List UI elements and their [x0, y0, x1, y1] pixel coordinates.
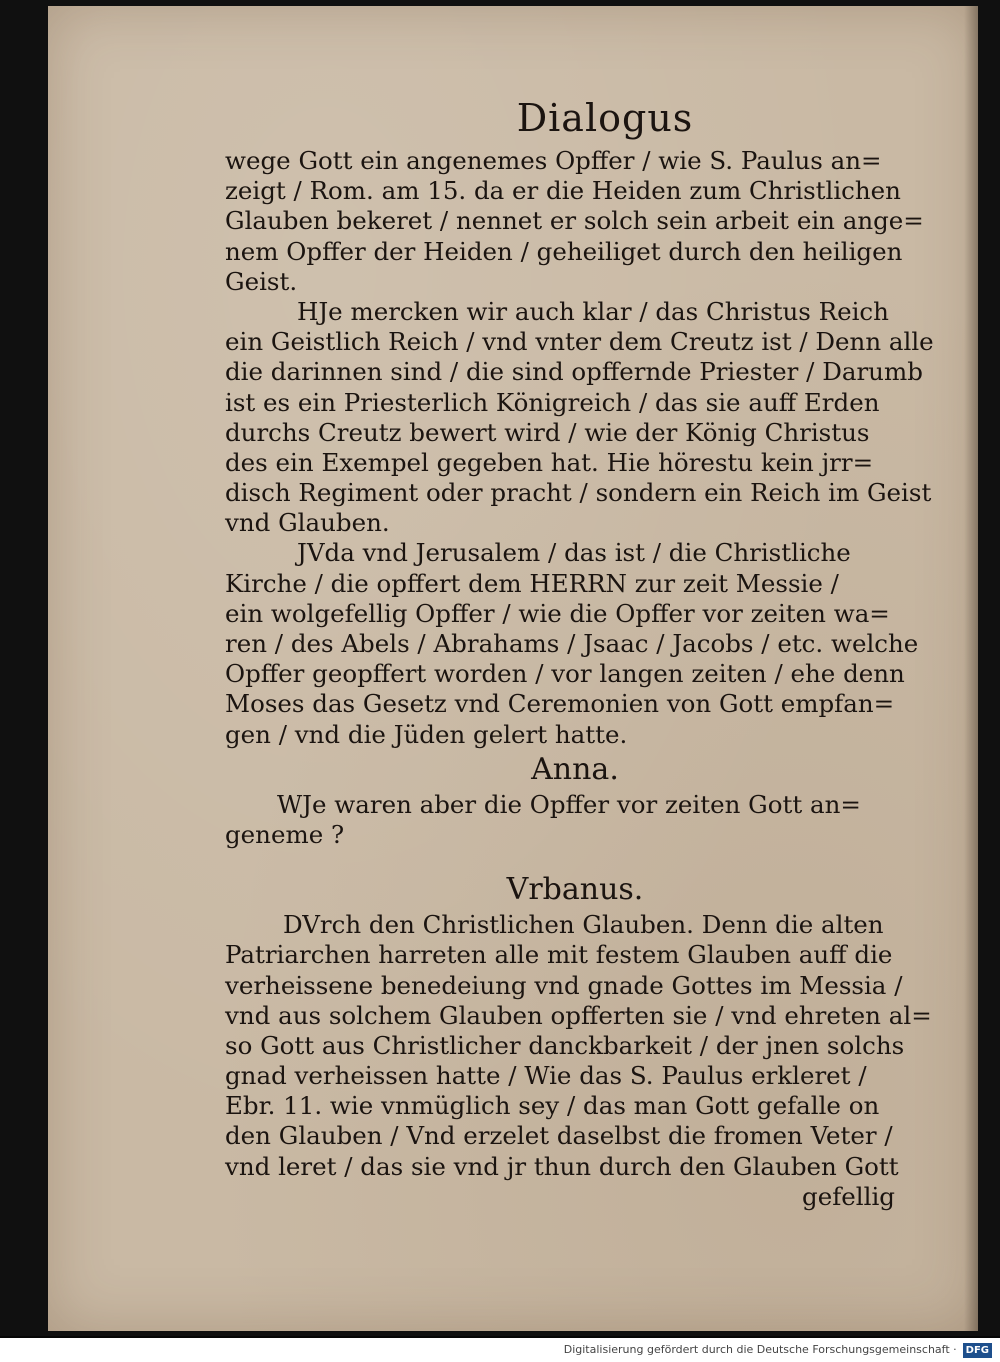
text-line: ein wolgefellig Opffer / wie die Opffer vor zeiten wa= [225, 598, 890, 628]
text-line: Patriarchen harreten alle mit festem Glauben auff die [225, 940, 893, 970]
paragraph-start-line: WJe waren aber die Opffer vor zeiten Gott an= [277, 789, 861, 819]
text-line: des ein Exempel gegeben hat. Hie hörestu kein jrr= [225, 447, 874, 477]
text-line: durchs Creutz bewert wird / wie der König Christus [225, 417, 870, 447]
text-line: ren / des Abels / Abrahams / Jsaac / Jacobs / etc. welche [225, 629, 919, 658]
text-line: nem Opffer der Heiden / geheiliget durch den heiligen [225, 236, 903, 266]
dfg-logo-icon[interactable]: DFG [963, 1343, 992, 1358]
text-line: ein Geistlich Reich / vnd vnter dem Creutz ist / Denn alle [225, 327, 934, 357]
page-text [225, 96, 934, 1212]
text-line: vnd leret / das sie vnd jr thun durch den Glauben Gott [225, 1151, 899, 1181]
text-line: Kirche / die opffert dem HERRN zur zeit Messie / [225, 568, 839, 598]
speaker-heading-anna: Anna. [531, 751, 619, 787]
text-line: vnd Glauben. [225, 508, 390, 538]
text-line: gnad verheissen hatte / Wie das S. Paulus erkleret / [225, 1061, 867, 1091]
text-line: Glauben bekeret / nennet er solch sein arbeit ein ange= [225, 206, 924, 236]
text-line: geneme ? [225, 819, 345, 849]
text-line: Ebr. 11. wie vnmüglich sey / das man Gott gefalle on [225, 1091, 880, 1121]
running-head: Dialogus [516, 96, 694, 140]
text-line: verheissene benedeiung vnd gnade Gottes im Messia / [225, 970, 903, 1000]
paragraph-start-line: DVrch den Christlichen Glauben. Denn die alten [283, 910, 884, 940]
text-line: gen / vnd die Jüden gelert hatte. [225, 719, 628, 749]
text-line: die darinnen sind / die sind opffernde Priester / Darumb [225, 357, 923, 387]
text-line: wege Gott ein angenemes Opffer / wie S. Paulus an= [225, 146, 882, 175]
text-line: den Glauben / Vnd erzelet daselbst die fromen Veter / [225, 1121, 893, 1151]
page-edge-shadow [964, 6, 978, 1331]
footer-credit-text: Digitalisierung gefördert durch die Deutsche Forschungsgemeinschaft · [563, 1343, 957, 1356]
text-line: Moses das Gesetz vnd Ceremonien von Gott empfan= [225, 689, 895, 719]
text-line: Geist. [225, 266, 298, 296]
paragraph-start-line: HJe mercken wir auch klar / das Christus Reich [297, 296, 889, 326]
text-line: Opffer geopffert worden / vor langen zeiten / ehe denn [225, 659, 905, 689]
text-line: zeigt / Rom. am 15. da er die Heiden zum Christlichen [225, 176, 901, 206]
text-line: vnd aus solchem Glauben opfferten sie / vnd ehreten al= [225, 1000, 932, 1030]
digitization-footer [0, 1338, 1000, 1362]
catchword: gefellig [802, 1181, 895, 1211]
speaker-heading-urbanus: Vrbanus. [506, 872, 644, 908]
paragraph-start-line: JVda vnd Jerusalem / das ist / die Christliche [297, 538, 851, 568]
text-line: ist es ein Priesterlich Königreich / das sie auff Erden [225, 387, 880, 417]
text-line: disch Regiment oder pracht / sondern ein Reich im Geist [225, 478, 932, 508]
text-line: so Gott aus Christlicher danckbarkeit / der jnen solchs [225, 1030, 905, 1060]
